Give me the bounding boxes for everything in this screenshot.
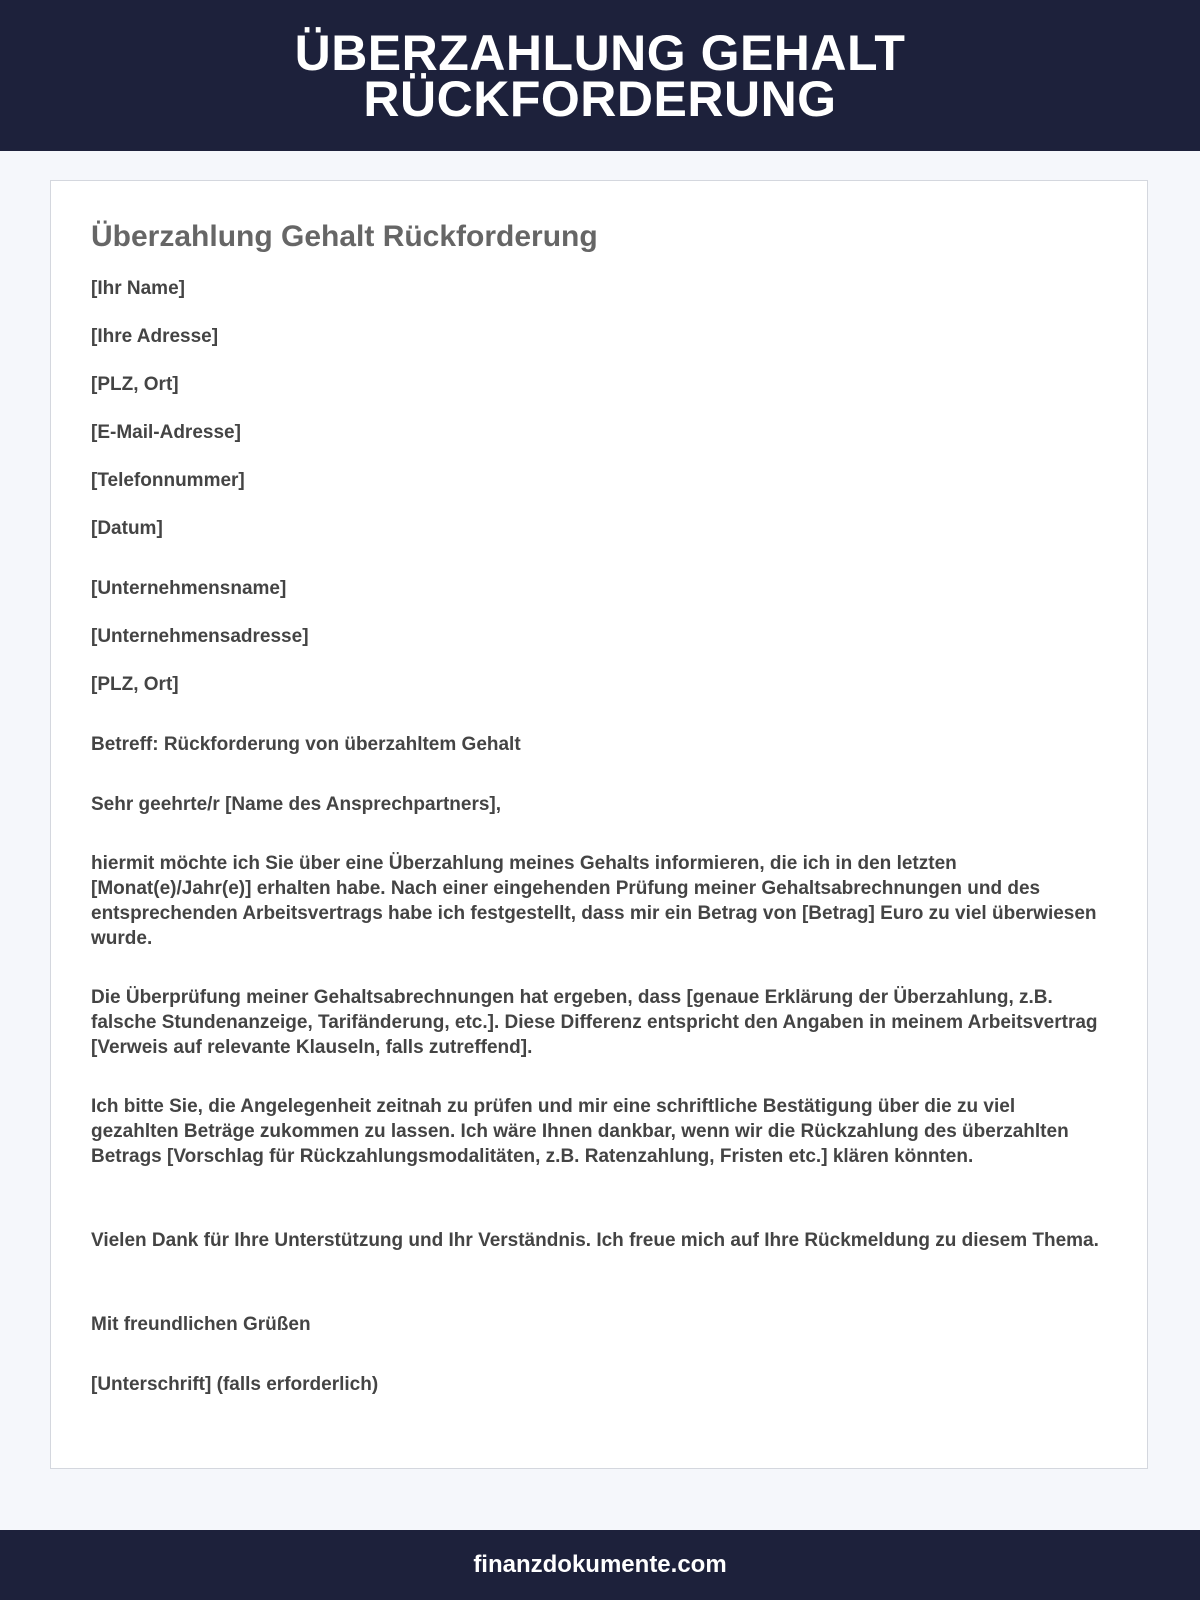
body-paragraph: Vielen Dank für Ihre Unterstützung und Ihr Verständnis. Ich freue mich auf Ihre Rückmeldung zu diesem Thema. <box>91 1230 1099 1251</box>
body-paragraph: Ich bitte Sie, die Angelegenheit zeitnah zu prüfen und mir eine schriftliche Bestätigung über die zu viel gezahlten Beträge zukommen zu lassen. Ich wäre Ihnen dankbar, wenn wir die Rückzahlung des überzahlten Betrags [Vorschlag für Rückzahlungsmodalitäten, z.B. Ratenzahlung, Fristen etc.] klären könnten. <box>91 1096 1069 1167</box>
sender-city: [PLZ, Ort] <box>91 374 179 395</box>
footer-site-name: finanzdokumente.com <box>473 1551 727 1578</box>
body-paragraph: Die Überprüfung meiner Gehaltsabrechnungen hat ergeben, dass [genaue Erklärung der Überzahlung, z.B. falsche Stundenanzeige, Tarifänderung, etc.]. Diese Differenz entspricht den Angaben in meinem Arbeitsvertrag [Verweis auf relevante Klauseln, falls zutreffend]. <box>91 987 1098 1058</box>
page-header <box>0 0 1200 151</box>
page-heading <box>250 24 950 127</box>
sender-phone: [Telefonnummer] <box>91 470 245 491</box>
letter-subject: Betreff: Rückforderung von überzahltem Gehalt <box>91 734 521 755</box>
recipient-address: [Unternehmensadresse] <box>91 626 309 647</box>
letter-salutation: Sehr geehrte/r [Name des Ansprechpartners], <box>91 794 502 815</box>
page-footer <box>0 1530 1200 1600</box>
signature-placeholder: [Unterschrift] (falls erforderlich) <box>91 1374 379 1395</box>
recipient-company: [Unternehmensname] <box>91 578 287 599</box>
sender-email: [E-Mail-Adresse] <box>91 422 241 443</box>
sender-name: [Ihr Name] <box>91 278 185 299</box>
body-paragraph: hiermit möchte ich Sie über eine Überzahlung meines Gehalts informieren, die ich in den letzten [Monat(e)/Jahr(e)] erhalten habe. Nach einer eingehenden Prüfung meiner Gehaltsabrechnungen und des entsprechenden Arbeitsvertrags habe ich festgestellt, dass mir ein Betrag von [Betrag] Euro zu viel überwiesen wurde. <box>91 853 1097 949</box>
letter-date: [Datum] <box>91 518 163 539</box>
sender-address: [Ihre Adresse] <box>91 326 219 347</box>
recipient-city: [PLZ, Ort] <box>91 674 179 695</box>
document-title: Überzahlung Gehalt Rückforderung <box>91 220 598 253</box>
page-heading-line2: RÜCKFORDERUNG <box>363 70 837 127</box>
letter-template-card <box>50 180 1148 1469</box>
page-heading-line1: ÜBERZAHLUNG GEHALT <box>294 24 906 81</box>
letter-closing: Mit freundlichen Grüßen <box>91 1314 311 1335</box>
